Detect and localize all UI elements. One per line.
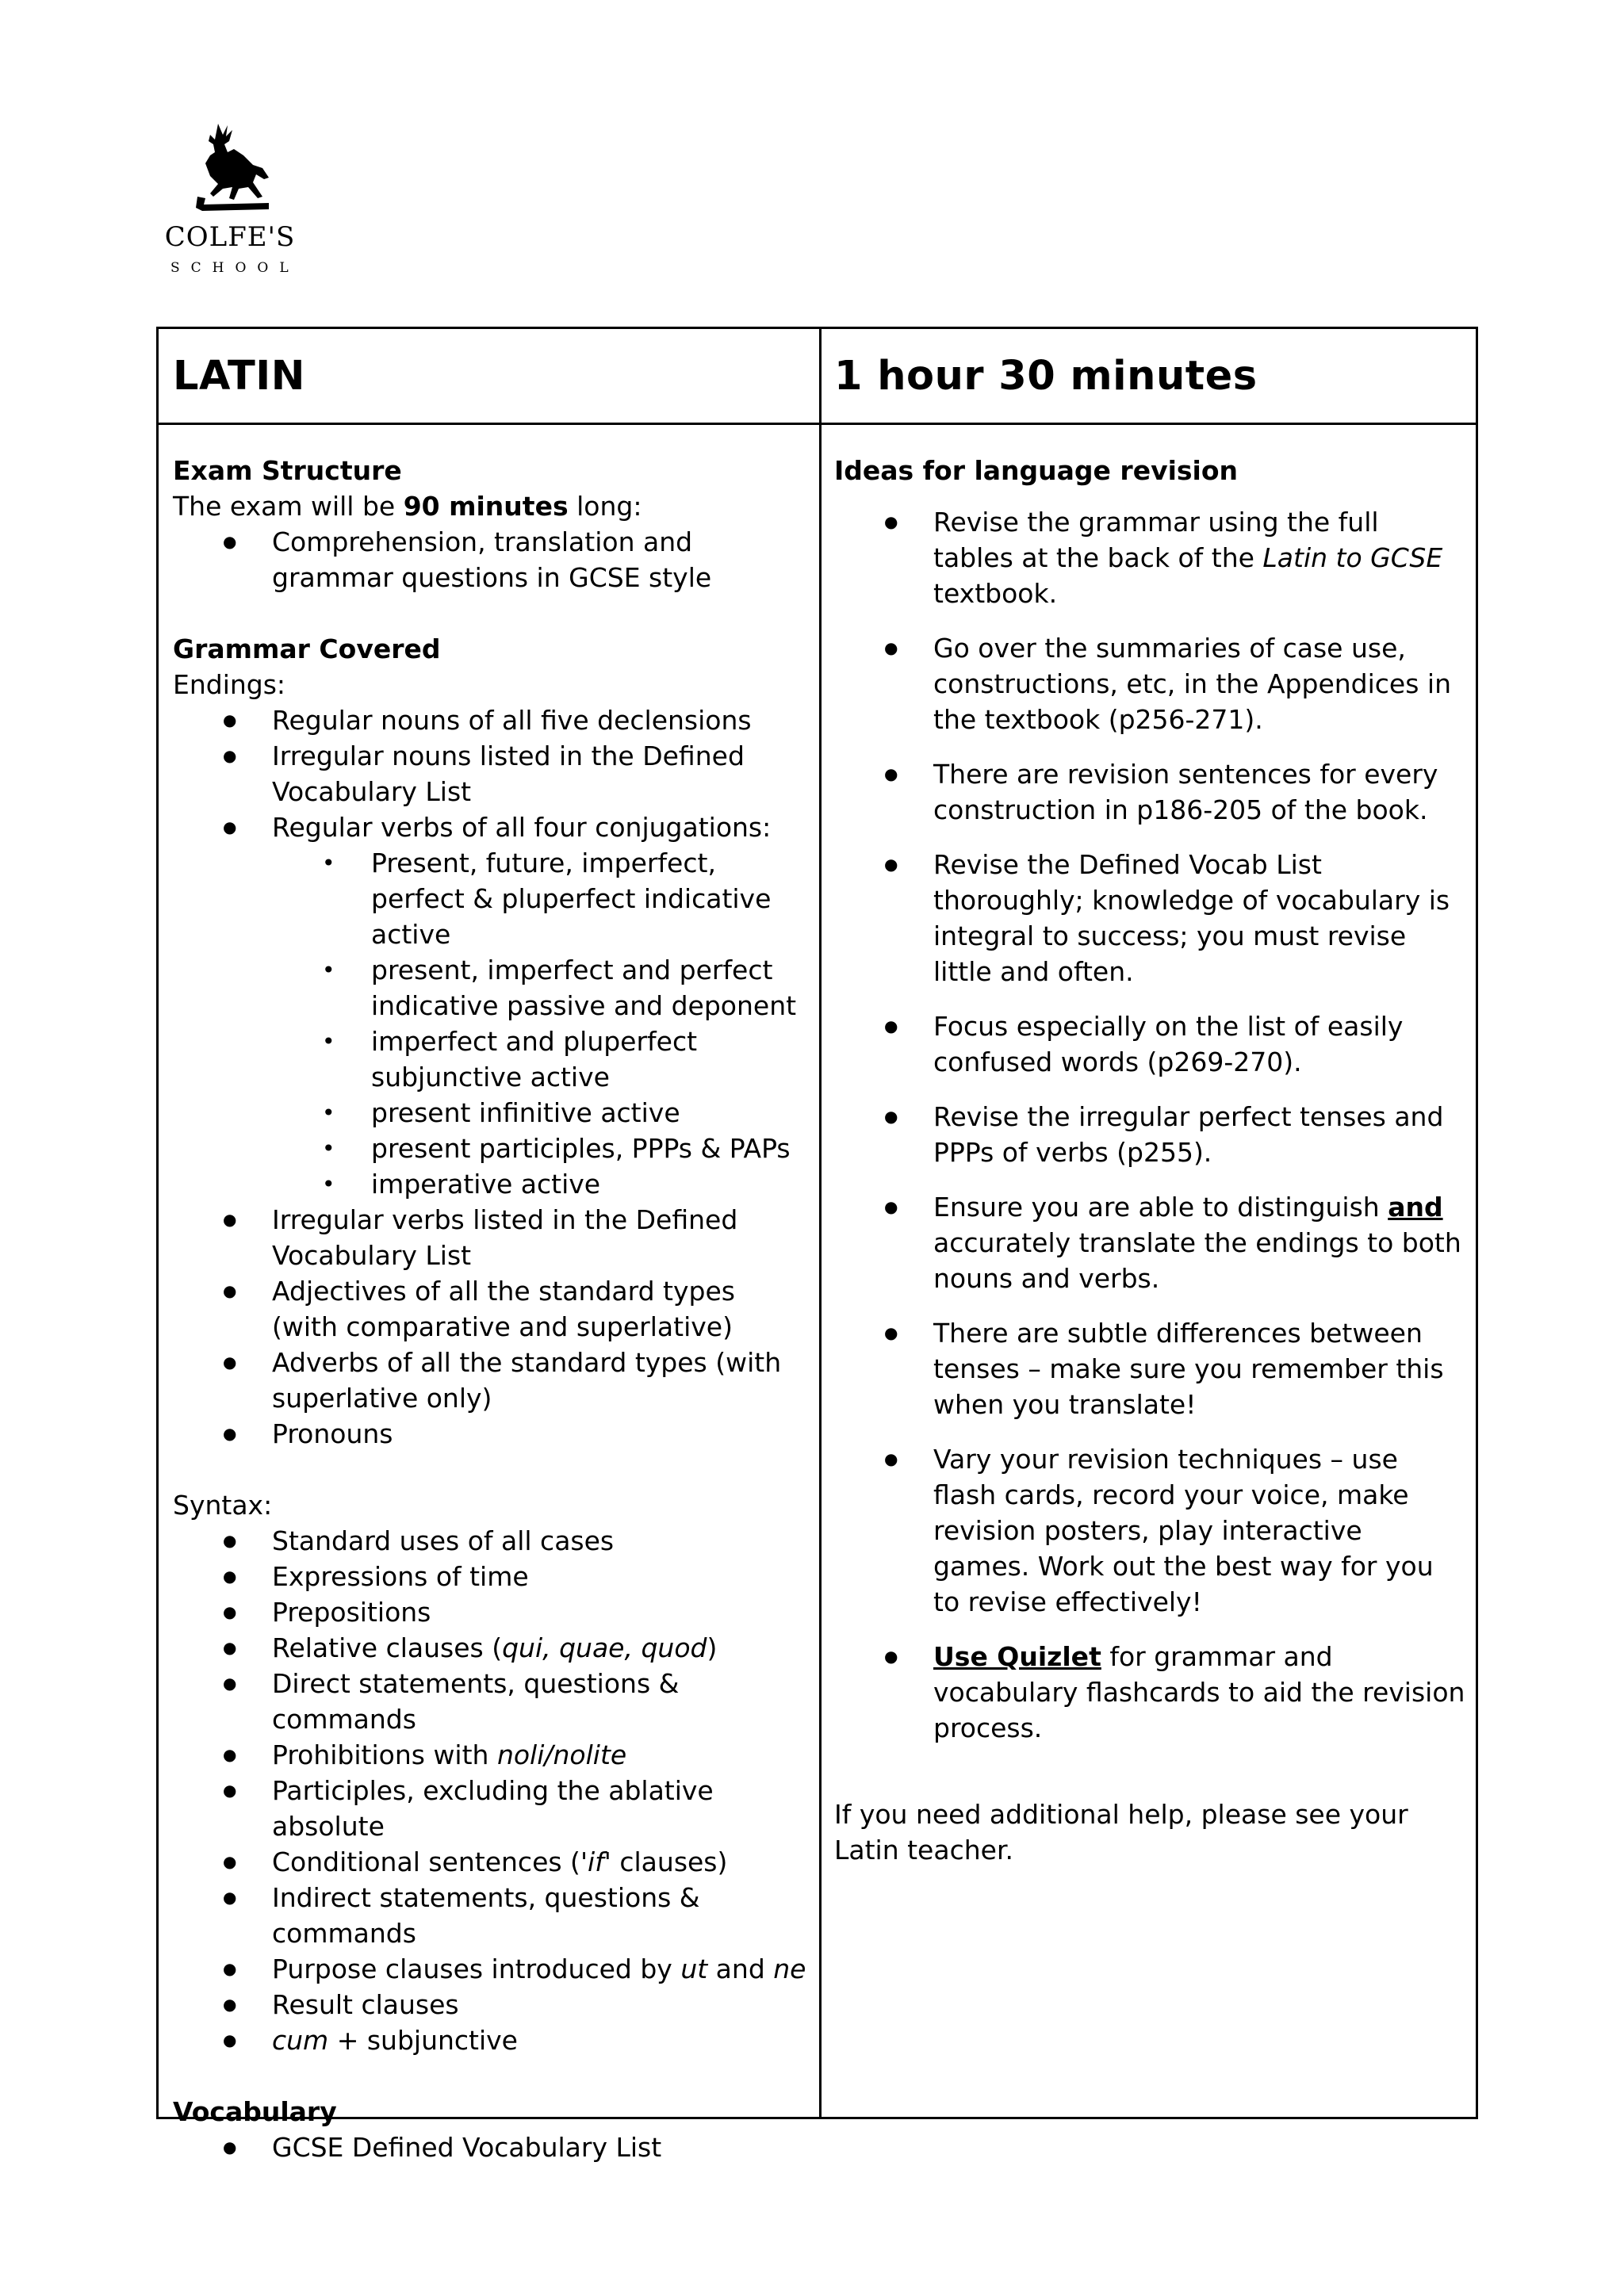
list-item: ● Participles, excluding the ablative absolute bbox=[173, 1773, 807, 1844]
grammar-heading: Grammar Covered bbox=[173, 633, 441, 664]
exam-structure-heading: Exam Structure bbox=[173, 455, 402, 486]
list-item: • Present, future, imperfect, perfect & pluperfect indicative active bbox=[173, 845, 807, 952]
list-item: • imperfect and pluperfect subjunctive active bbox=[173, 1024, 807, 1095]
endings-list bbox=[173, 702, 807, 1452]
list-item: ● Ensure you are able to distinguish and accurately translate the endings to both nouns and verbs. bbox=[834, 1189, 1465, 1296]
list-item: ● Relative clauses (qui, quae, quod) bbox=[173, 1630, 807, 1666]
list-item: ● Conditional sentences ('if' clauses) bbox=[173, 1844, 807, 1880]
list-item: ● Comprehension, translation and grammar questions in GCSE style bbox=[173, 524, 807, 595]
list-item: • present participles, PPPs & PAPs bbox=[173, 1131, 807, 1166]
list-item: ● GCSE Defined Vocabulary List bbox=[173, 2130, 807, 2165]
list-item: ● Revise the Defined Vocab List thoroughly; knowledge of vocabulary is integral to success; you must revise little and often. bbox=[834, 847, 1465, 989]
list-item: ● Go over the summaries of case use, constructions, etc, in the Appendices in the textbook (p256-271). bbox=[834, 630, 1465, 737]
help-note: If you need additional help, please see your Latin teacher. bbox=[834, 1799, 1408, 1866]
syntax-list bbox=[173, 1523, 807, 2058]
list-item: ● Vary your revision techniques – use flash cards, record your voice, make revision posters, play interactive games. Work out the best way for you to revise effectively! bbox=[834, 1441, 1465, 1620]
list-item: ● Use Quizlet for grammar and vocabulary flashcards to aid the revision process. bbox=[834, 1639, 1465, 1746]
stag-crest-icon bbox=[186, 121, 274, 220]
revision-column bbox=[834, 453, 1465, 1868]
list-item: ● Adjectives of all the standard types (with comparative and superlative) bbox=[173, 1273, 807, 1345]
list-item: ● Revise the irregular perfect tenses and PPPs of verbs (p255). bbox=[834, 1099, 1465, 1170]
revision-tips-list bbox=[834, 504, 1465, 1746]
exam-length-text: The exam will be 90 minutes long: bbox=[173, 491, 642, 522]
list-item: • present, imperfect and perfect indicative passive and deponent bbox=[173, 952, 807, 1024]
list-item: ● Direct statements, questions & commands bbox=[173, 1666, 807, 1737]
list-item: ● Indirect statements, questions & commands bbox=[173, 1880, 807, 1951]
list-item: • present infinitive active bbox=[173, 1095, 807, 1131]
vocabulary-heading: Vocabulary bbox=[173, 2096, 337, 2127]
list-item: ● Adverbs of all the standard types (with superlative only) bbox=[173, 1345, 807, 1416]
list-item: ● There are subtle differences between tenses – make sure you remember this when you translate! bbox=[834, 1315, 1465, 1422]
list-item: ● Prepositions bbox=[173, 1594, 807, 1630]
syllabus-column bbox=[173, 453, 807, 2165]
logo-subtitle: SCHOOL bbox=[170, 260, 300, 276]
list-item: ● Irregular verbs listed in the Defined Vocabulary List bbox=[173, 1202, 807, 1273]
exam-structure-list bbox=[173, 524, 807, 595]
endings-label: Endings: bbox=[173, 669, 286, 700]
vocabulary-list bbox=[173, 2130, 807, 2165]
list-item: • imperative active bbox=[173, 1166, 807, 1202]
list-item: ● Purpose clauses introduced by ut and ne bbox=[173, 1951, 807, 1987]
exam-duration: 1 hour 30 minutes bbox=[834, 353, 1258, 400]
list-item: ● Regular verbs of all four conjugations: • Present, future, imperfect, perfect & pluperfect indicative active • present, imperfect and perfect indicative passive and deponent • imperfect and pluperfect subjunctive active • present infinitive active • present participles, PPPs & PAPs • imperative active bbox=[173, 809, 807, 1202]
list-item: ● There are revision sentences for every construction in p186-205 of the book. bbox=[834, 756, 1465, 828]
column-divider bbox=[819, 329, 822, 2117]
list-item: ● Standard uses of all cases bbox=[173, 1523, 807, 1559]
list-item: ● Result clauses bbox=[173, 1987, 807, 2022]
list-item: ● cum + subjunctive bbox=[173, 2022, 807, 2058]
header-divider bbox=[159, 423, 1476, 425]
list-item: ● Irregular nouns listed in the Defined Vocabulary List bbox=[173, 738, 807, 809]
school-logo bbox=[163, 121, 300, 279]
list-item: ● Expressions of time bbox=[173, 1559, 807, 1594]
list-item: ● Pronouns bbox=[173, 1416, 807, 1452]
verb-forms-list bbox=[272, 845, 807, 1202]
list-item: ● Regular nouns of all five declensions bbox=[173, 702, 807, 738]
revision-heading: Ideas for language revision bbox=[834, 455, 1239, 486]
info-table bbox=[156, 327, 1478, 2163]
list-item: ● Prohibitions with noli/nolite bbox=[173, 1737, 807, 1773]
list-item: ● Focus especially on the list of easily confused words (p269-270). bbox=[834, 1008, 1465, 1080]
subject-title: LATIN bbox=[173, 353, 305, 400]
syntax-label: Syntax: bbox=[173, 1490, 273, 1521]
list-item: ● Revise the grammar using the full tables at the back of the Latin to GCSE textbook. bbox=[834, 504, 1465, 611]
logo-wordmark: COLFE'S bbox=[164, 221, 296, 253]
